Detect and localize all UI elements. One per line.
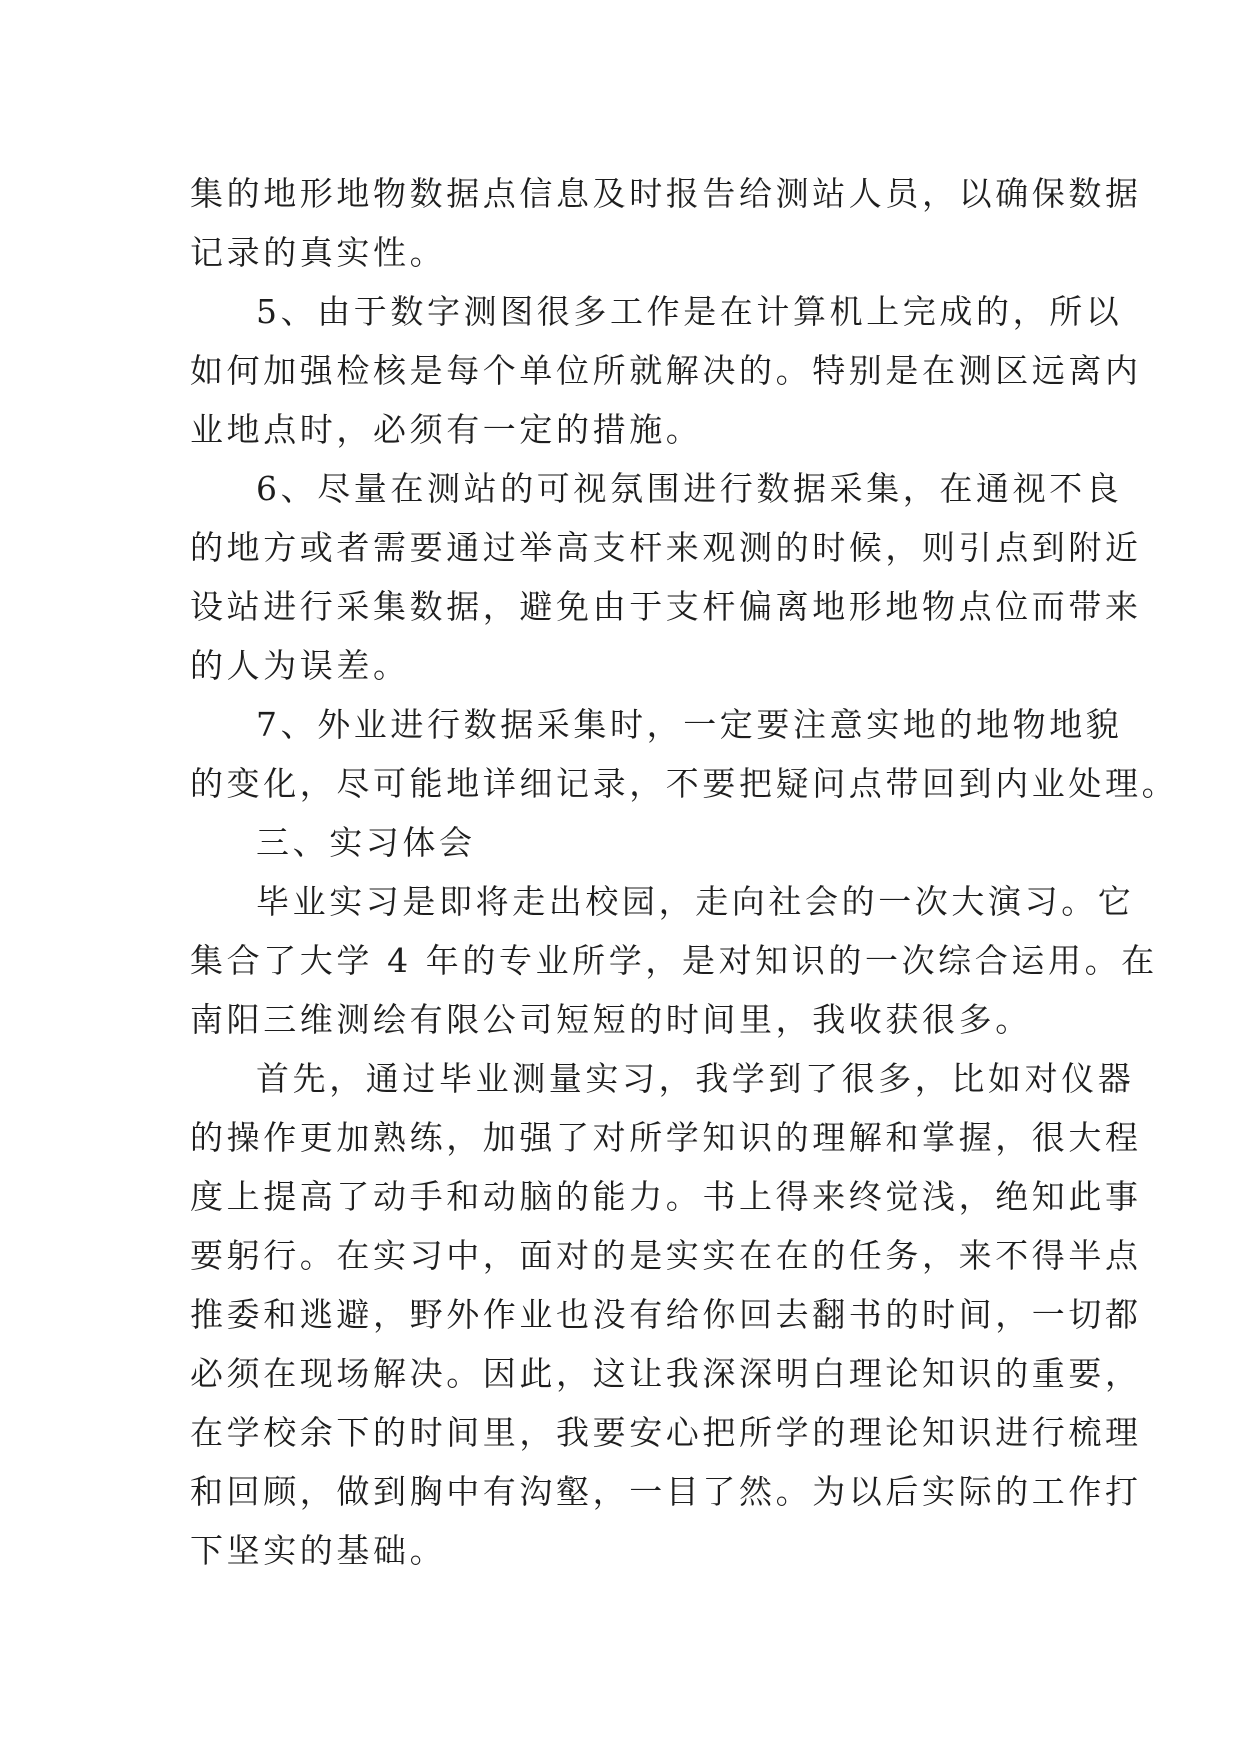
text-line: 集的地形地物数据点信息及时报告给测站人员，以确保数据 bbox=[190, 174, 1142, 213]
text-line-paragraph-start: 首先，通过毕业测量实习，我学到了很多，比如对仪器 bbox=[256, 1059, 1135, 1098]
text-line: 的人为误差。 bbox=[190, 646, 410, 685]
text-line: 记录的真实性。 bbox=[190, 233, 447, 272]
text-line: 必须在现场解决。因此，这让我深深明白理论知识的重要， bbox=[190, 1354, 1142, 1393]
text-line: 业地点时，必须有一定的措施。 bbox=[190, 410, 703, 449]
text-line-item-6: 6、尽量在测站的可视氛围进行数据采集，在通视不良 bbox=[256, 469, 1123, 508]
text-line: 和回顾，做到胸中有沟壑，一目了然。为以后实际的工作打 bbox=[190, 1472, 1142, 1511]
text-line: 的操作更加熟练，加强了对所学知识的理解和掌握，很大程 bbox=[190, 1118, 1142, 1157]
text-line: 设站进行采集数据，避免由于支杆偏离地形地物点位而带来 bbox=[190, 587, 1142, 626]
text-line-item-7: 7、外业进行数据采集时，一定要注意实地的地物地貌 bbox=[256, 705, 1123, 744]
text-line: 南阳三维测绘有限公司短短的时间里，我收获很多。 bbox=[190, 1000, 1032, 1039]
text-line: 的地方或者需要通过举高支杆来观测的时候，则引点到附近 bbox=[190, 528, 1142, 567]
body-text bbox=[190, 164, 1179, 1580]
text-line: 下坚实的基础。 bbox=[190, 1531, 447, 1570]
text-line: 推委和逃避，野外作业也没有给你回去翻书的时间，一切都 bbox=[190, 1295, 1142, 1334]
text-line: 度上提高了动手和动脑的能力。书上得来终觉浅，绝知此事 bbox=[190, 1177, 1142, 1216]
text-line: 如何加强检核是每个单位所就解决的。特别是在测区远离内 bbox=[190, 351, 1142, 390]
text-line: 集合了大学 4 年的专业所学，是对知识的一次综合运用。在 bbox=[190, 941, 1158, 980]
section-heading: 三、实习体会 bbox=[256, 823, 476, 862]
text-line: 的变化，尽可能地详细记录，不要把疑问点带回到内业处理。 bbox=[190, 764, 1179, 803]
text-line-paragraph-start: 毕业实习是即将走出校园，走向社会的一次大演习。它 bbox=[256, 882, 1135, 921]
text-line: 在学校余下的时间里，我要安心把所学的理论知识进行梳理 bbox=[190, 1413, 1142, 1452]
text-line: 要躬行。在实习中，面对的是实实在在的任务，来不得半点 bbox=[190, 1236, 1142, 1275]
text-line-item-5: 5、由于数字测图很多工作是在计算机上完成的，所以 bbox=[256, 292, 1123, 331]
